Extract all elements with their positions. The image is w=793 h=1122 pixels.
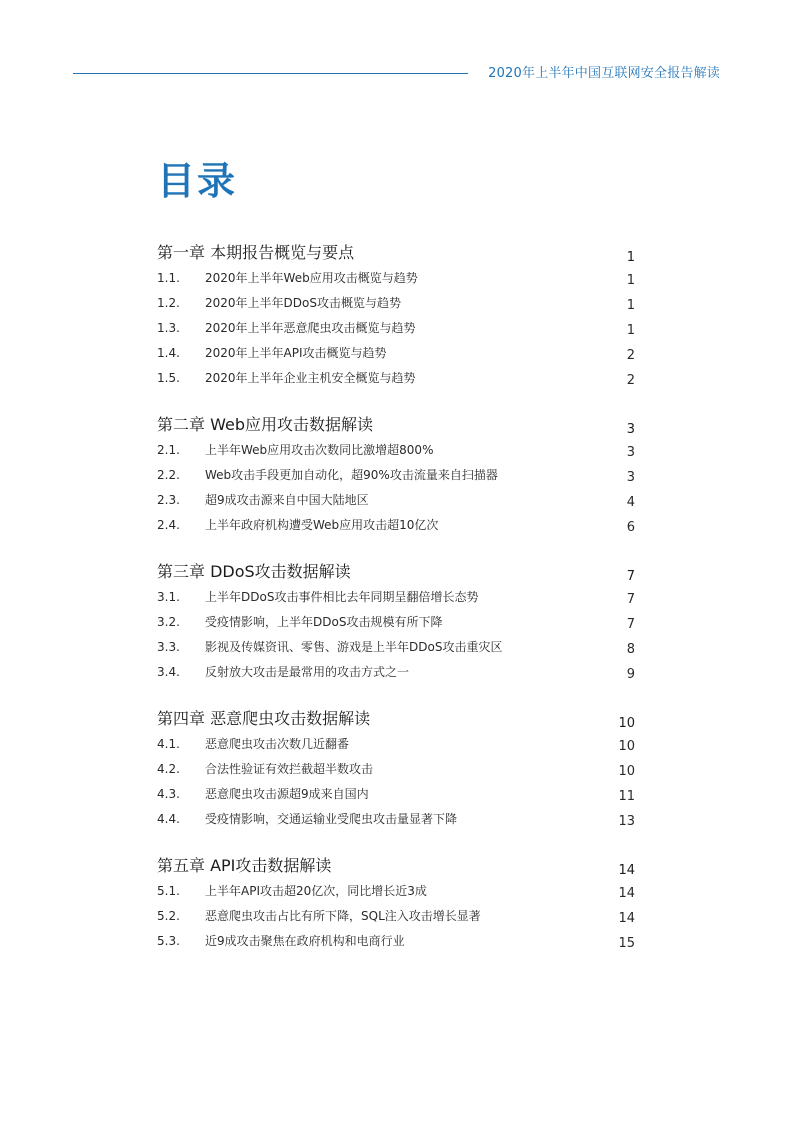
item-page: 7 [626,592,635,607]
chapter-row[interactable] [157,559,635,585]
item-title: 影视及传媒资讯、零售、游戏是上半年DDoS攻击重灾区 [205,640,503,654]
toc-item[interactable] [157,635,635,660]
item-number: 3.4. [157,665,180,679]
header-divider [73,73,468,74]
item-title: 2020年上半年企业主机安全概览与趋势 [205,371,416,385]
toc-item[interactable] [157,463,635,488]
toc-item[interactable] [157,782,635,807]
chapter-title: 第一章 本期报告概览与要点 [157,243,355,262]
item-number: 1.5. [157,371,180,385]
item-page: 14 [618,911,635,926]
chapter-2 [157,412,635,538]
item-title: Web攻击手段更加自动化，超90%攻击流量来自扫描器 [205,468,498,482]
toc-item[interactable] [157,316,635,341]
item-number: 4.1. [157,737,180,751]
item-title: 近9成攻击聚焦在政府机构和电商行业 [205,934,405,948]
item-number: 3.3. [157,640,180,654]
toc-item[interactable] [157,757,635,782]
item-page: 7 [626,617,635,632]
chapter-row[interactable] [157,853,635,879]
item-number: 4.4. [157,812,180,826]
item-title: 上半年API攻击超20亿次，同比增长近3成 [205,884,427,898]
item-title: 2020年上半年恶意爬虫攻击概览与趋势 [205,321,416,335]
chapter-3 [157,559,635,685]
toc-item[interactable] [157,366,635,391]
item-page: 4 [626,495,635,510]
item-title: 上半年Web应用攻击次数同比激增超800% [205,443,434,457]
item-title: 恶意爬虫攻击占比有所下降，SQL注入攻击增长显著 [205,909,481,923]
item-title: 2020年上半年API攻击概览与趋势 [205,346,387,360]
item-number: 1.4. [157,346,180,360]
toc-item[interactable] [157,660,635,685]
item-number: 5.3. [157,934,180,948]
item-page: 8 [626,642,635,657]
chapter-title: 第五章 API攻击数据解读 [157,856,332,875]
item-page: 2 [626,348,635,363]
item-number: 2.1. [157,443,180,457]
toc-item[interactable] [157,341,635,366]
chapter-row[interactable] [157,706,635,732]
chapter-1 [157,240,635,391]
item-page: 9 [626,667,635,682]
chapter-page: 14 [618,863,635,878]
chapter-row[interactable] [157,412,635,438]
item-page: 6 [626,520,635,535]
item-title: 反射放大攻击是最常用的攻击方式之一 [205,665,410,679]
item-number: 3.1. [157,590,180,604]
item-title: 受疫情影响，交通运输业受爬虫攻击量显著下降 [205,812,458,826]
chapter-4 [157,706,635,832]
toc-item[interactable] [157,807,635,832]
toc-item[interactable] [157,291,635,316]
toc-item[interactable] [157,610,635,635]
chapter-page: 1 [626,250,635,265]
chapter-page: 3 [626,422,635,437]
item-number: 1.1. [157,271,180,285]
toc-item[interactable] [157,732,635,757]
item-title: 上半年DDoS攻击事件相比去年同期呈翻倍增长态势 [205,590,479,604]
item-page: 3 [626,470,635,485]
item-page: 14 [618,886,635,901]
item-number: 2.2. [157,468,180,482]
chapter-5 [157,853,635,954]
item-number: 1.3. [157,321,180,335]
item-title: 超9成攻击源来自中国大陆地区 [205,493,369,507]
toc-item[interactable] [157,904,635,929]
item-page: 2 [626,373,635,388]
chapter-page: 7 [626,569,635,584]
table-of-contents [157,240,635,975]
item-title: 2020年上半年Web应用攻击概览与趋势 [205,271,418,285]
header-title: 2020年上半年中国互联网安全报告解读 [488,66,720,81]
item-number: 4.2. [157,762,180,776]
item-number: 2.4. [157,518,180,532]
item-page: 13 [618,814,635,829]
item-number: 4.3. [157,787,180,801]
toc-item[interactable] [157,266,635,291]
chapter-title: 第四章 恶意爬虫攻击数据解读 [157,709,371,728]
item-page: 15 [618,936,635,951]
item-page: 1 [626,273,635,288]
toc-item[interactable] [157,488,635,513]
toc-item[interactable] [157,879,635,904]
chapter-title: 第三章 DDoS攻击数据解读 [157,562,351,581]
item-title: 合法性验证有效拦截超半数攻击 [205,762,374,776]
item-page: 1 [626,298,635,313]
item-title: 恶意爬虫攻击次数几近翻番 [205,737,350,751]
chapter-title: 第二章 Web应用攻击数据解读 [157,415,373,434]
item-number: 5.1. [157,884,180,898]
item-title: 上半年政府机构遭受Web应用攻击超10亿次 [205,518,439,532]
item-number: 1.2. [157,296,180,310]
item-number: 5.2. [157,909,180,923]
chapter-page: 10 [618,716,635,731]
item-number: 2.3. [157,493,180,507]
item-page: 1 [626,323,635,338]
item-title: 恶意爬虫攻击源超9成来自国内 [205,787,369,801]
item-number: 3.2. [157,615,180,629]
item-page: 3 [626,445,635,460]
item-page: 11 [618,789,635,804]
chapter-row[interactable] [157,240,635,266]
item-page: 10 [618,764,635,779]
toc-item[interactable] [157,438,635,463]
item-title: 受疫情影响，上半年DDoS攻击规模有所下降 [205,615,443,629]
item-page: 10 [618,739,635,754]
toc-heading: 目录 [157,159,238,203]
item-title: 2020年上半年DDoS攻击概览与趋势 [205,296,401,310]
toc-item[interactable] [157,513,635,538]
toc-item[interactable] [157,585,635,610]
toc-item[interactable] [157,929,635,954]
